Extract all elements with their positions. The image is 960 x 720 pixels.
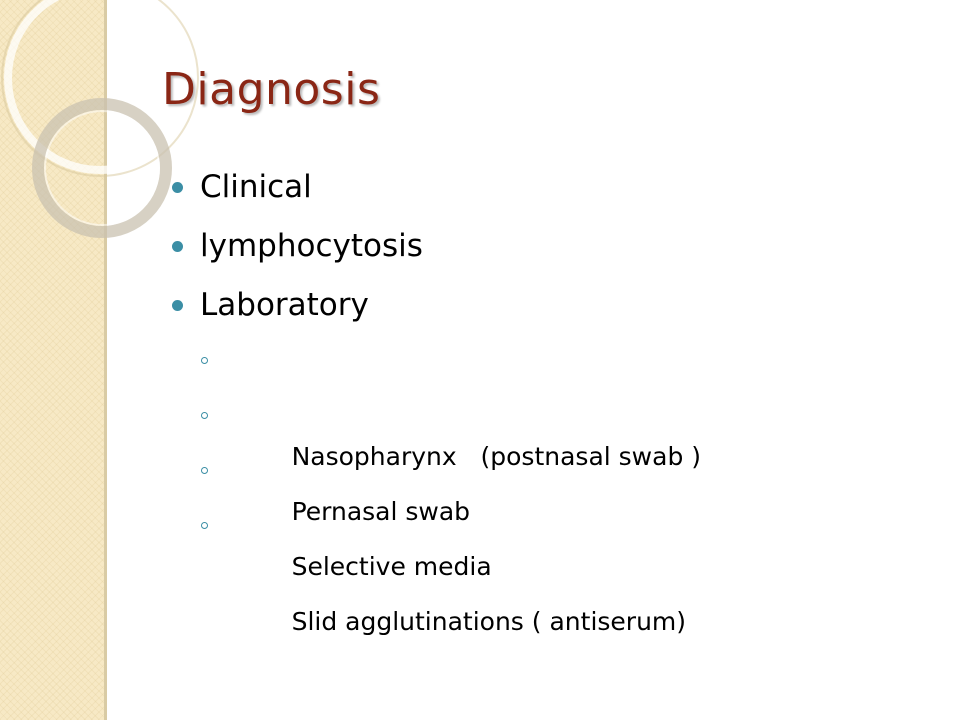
ring-bullet-icon [201,522,208,529]
side-band-edge [104,0,107,720]
sub-bullet-list [168,337,928,636]
bullet-dot-icon [172,241,183,252]
ring-bullet-icon [201,412,208,419]
bullet-text: Laboratory [200,287,369,323]
bullet-item-laboratory [168,278,928,337]
bullet-dot-icon [172,182,183,193]
bullet-text: lymphocytosis [200,228,423,264]
sub-bullet-text: Slid agglutinations ( antiserum) [291,607,687,636]
sub-bullet-text: Pernasal swab [291,497,471,526]
bullet-item-clinical [168,160,928,219]
ring-bullet-icon [201,467,208,474]
sub-bullet-text: Nasopharynx (postnasal swab ) [291,442,702,471]
sub-bullet-text: Selective media [291,552,492,581]
bullet-dot-icon [172,300,183,311]
sub-bullet-item-nasopharynx [168,337,928,471]
decorative-side-band [0,0,106,720]
slide-title: Diagnosis [162,64,381,115]
bullet-item-lymphocytosis [168,219,928,278]
ring-bullet-icon [201,357,208,364]
bullet-list [168,160,928,337]
slide-content [168,160,928,636]
bullet-text: Clinical [200,169,312,205]
